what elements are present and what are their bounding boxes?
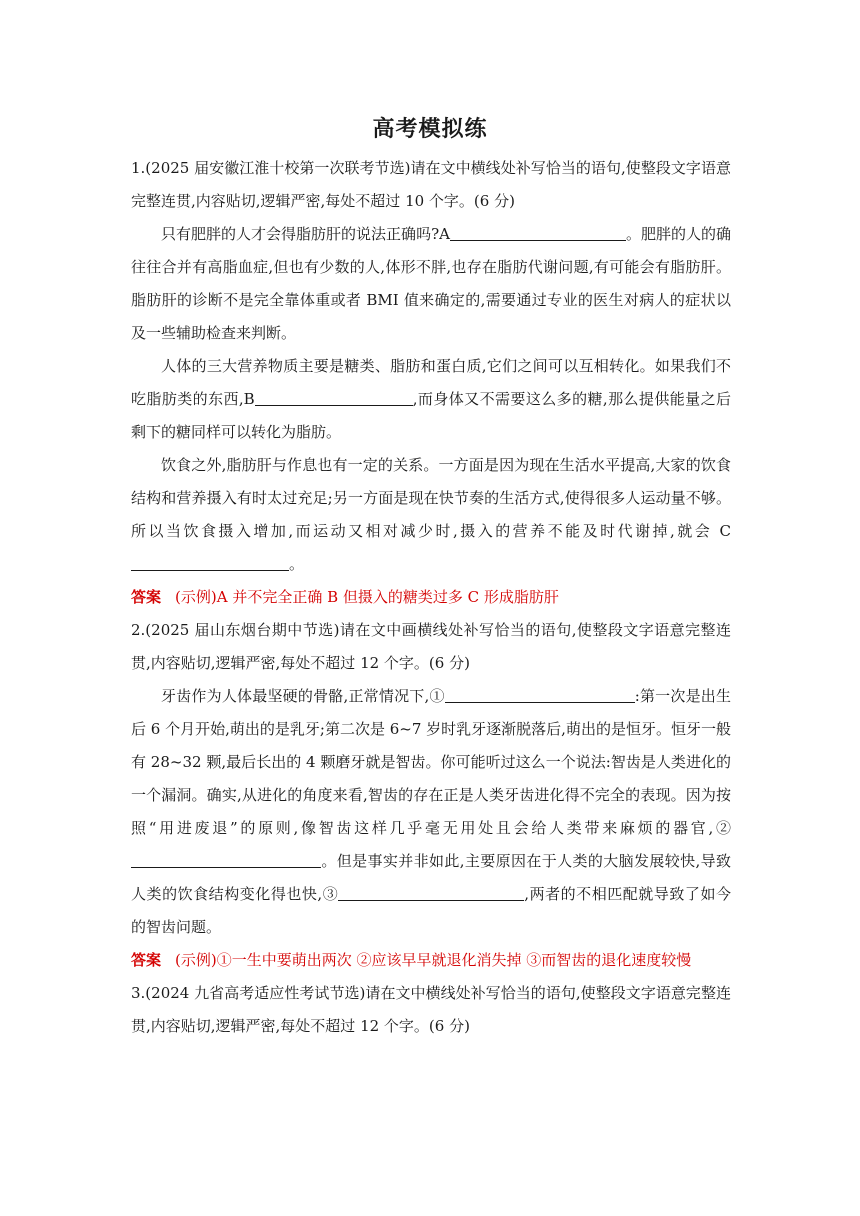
- q2-paragraph-1: 牙齿作为人体最坚硬的骨骼,正常情况下,① :第一次是出生后 6 个月开始,萌出的是乳牙;第二次是 6~7 岁时乳牙逐渐脱落后,萌出的是恒牙。恒牙一般有 28~32 颗,最后长出的 4 颗磨牙就是智齿。你可能听过这么一个说法:智齿是人类进化的一个漏洞。确实,从进化的角度来看,智齿的存在正是人类牙齿进化得不完全的表现。因为按照“用进废退”的原则,像智齿这样几乎毫无用处且会给人类带来麻烦的器官,②。但是事实并非如此,主要原因在于人类的大脑发展较快,导致人类的饮食结构变化得也快,③ ,两者的不相匹配就导致了如今的智齿问题。: [131, 687, 731, 936]
- answer-label: 答案: [131, 951, 162, 969]
- answer-text: (示例)①一生中要萌出两次 ②应该早早就退化消失掉 ③而智齿的退化速度较慢: [175, 951, 692, 969]
- blank-1: [445, 686, 635, 703]
- question-1-prompt: 1.(2025 届安徽江淮十校第一次联考节选)请在文中横线处补写恰当的语句,使整段文字语意完整连贯,内容贴切,逻辑严密,每处不超过 10 个字。(6 分): [131, 159, 731, 210]
- blank-3: [338, 884, 524, 901]
- answer-text: (示例)A 并不完全正确 B 但摄入的糖类过多 C 形成脂肪肝: [175, 588, 559, 606]
- q2-answer: [131, 944, 731, 977]
- blank-2: [131, 851, 321, 868]
- q1-paragraph-3: 饮食之外,脂肪肝与作息也有一定的关系。一方面是因为现在生活水平提高,大家的饮食结构和营养摄入有时太过充足;另一方面是现在快节奏的生活方式,使得很多人运动量不够。所以当饮食摄入增加,而运动又相对减少时,摄入的营养不能及时代谢掉,就会 C。: [131, 456, 731, 573]
- content: [131, 152, 731, 1043]
- blank-c: [131, 554, 289, 571]
- blank-b: [255, 389, 413, 406]
- question-3-prompt: 3.(2024 九省高考适应性考试节选)请在文中横线处补写恰当的语句,使整段文字语意完整连贯,内容贴切,逻辑严密,每处不超过 12 个字。(6 分): [131, 984, 731, 1035]
- q1-answer: [131, 581, 731, 614]
- question-2-prompt: 2.(2025 届山东烟台期中节选)请在文中画横线处补写恰当的语句,使整段文字语意完整连贯,内容贴切,逻辑严密,每处不超过 12 个字。(6 分): [131, 621, 731, 672]
- q1-paragraph-2: 人体的三大营养物质主要是糖类、脂肪和蛋白质,它们之间可以互相转化。如果我们不吃脂肪类的东西,B ,而身体又不需要这么多的糖,那么提供能量之后剩下的糖同样可以转化为脂肪。: [131, 357, 731, 441]
- answer-label: 答案: [131, 588, 162, 606]
- page-title: 高考模拟练: [372, 117, 488, 142]
- blank-a: [450, 224, 626, 241]
- q1-paragraph-1: 只有肥胖的人才会得脂肪肝的说法正确吗?A 。肥胖的人的确往往合并有高脂血症,但也有少数的人,体形不胖,也存在脂肪代谢问题,有可能会有脂肪肝。脂肪肝的诊断不是完全靠体重或者 BMI 值来确定的,需要通过专业的医生对病人的症状以及一些辅助检查来判断。: [131, 225, 731, 342]
